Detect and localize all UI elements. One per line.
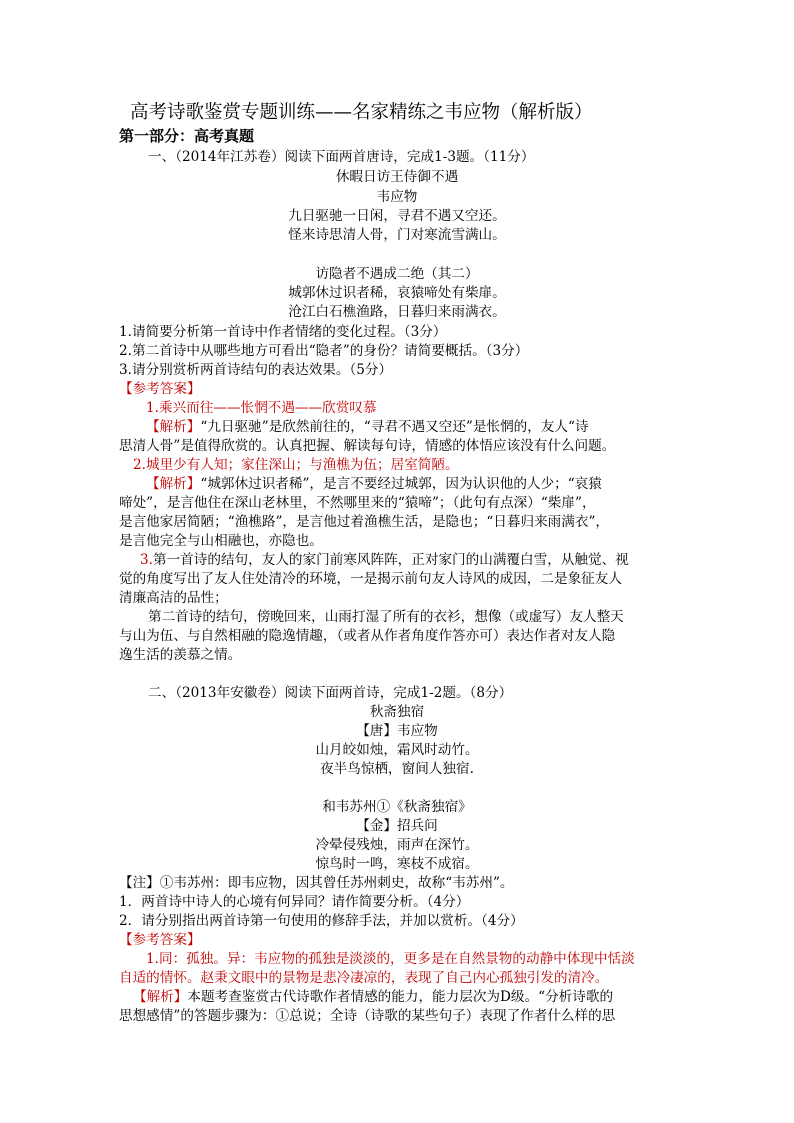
q1-poem1-line1: 九日驱驰一日闲，寻君不遇又空还。 bbox=[288, 208, 506, 224]
analysis-tag: 【解析】 bbox=[146, 419, 201, 435]
q1-intro: 一、（2014年江苏卷）阅读下面两首唐诗，完成1-3题。（11分） bbox=[148, 149, 535, 165]
q2-poem2-author: 【金】招兵问 bbox=[356, 818, 438, 834]
q1-explanation1-line1 bbox=[146, 418, 589, 436]
q2-explanation1-line2: 思想感情”的答题步骤为：①总说；全诗（诗歌的某些句子）表现了作者什么样的思 bbox=[119, 1008, 616, 1024]
explanation-text: 本题考查鉴赏古代诗歌作者情感的能力，能力层次为D级。“分析诗歌的 bbox=[187, 989, 614, 1005]
q1-explanation2-line4: 是言他完全与山相融也，亦隐也。 bbox=[119, 533, 323, 549]
q2-poem1-line1: 山月皎如烛，霜风时动竹。 bbox=[315, 742, 479, 758]
q1-answer3-line5: 与山为伍、与自然相融的隐逸情趣，（或者从作者角度作答亦可）表达作者对友人隐 bbox=[119, 628, 616, 644]
q2-note: 【注】①韦苏州：即韦应物，因其曾任苏州刺史，故称“韦苏州”。 bbox=[119, 875, 514, 891]
q1-explanation1-line2: 思清人骨”是值得欣赏的。认真把握、解读每句诗，情感的体悟应该没有什么问题。 bbox=[119, 438, 616, 454]
q1-question3: 3.请分别赏析两首诗结句的表达效果。（5分） bbox=[119, 362, 393, 378]
q1-answer3-line6: 逸生活的羡慕之情。 bbox=[119, 647, 242, 663]
q1-answer3-line1 bbox=[140, 551, 629, 569]
answer-text: 第一首诗的结句，友人的家门前寒风阵阵，正对家门的山满覆白雪，从触觉、视 bbox=[152, 552, 629, 568]
analysis-tag: 【解析】 bbox=[146, 476, 201, 492]
q1-poem2-title: 访隐者不遇成二绝（其二） bbox=[315, 266, 479, 282]
q2-poem1-author: 【唐】韦应物 bbox=[356, 723, 438, 739]
answer-number: 3. bbox=[140, 552, 153, 568]
q1-answer3-line2: 觉的角度写出了友人住处清冷的环境，一是揭示前句友人诗风的成因，二是象征友人 bbox=[119, 571, 622, 587]
explanation-text: “九日驱驰”是欣然前往的，“寻君不遇又空还”是怅惘的，友人“诗 bbox=[200, 419, 589, 435]
q1-answer3-line3: 清廉高洁的品性； bbox=[119, 590, 228, 606]
q1-question1: 1.请简要分析第一首诗中作者情绪的变化过程。（3分） bbox=[119, 324, 447, 340]
q2-explanation1-line1 bbox=[133, 988, 613, 1006]
document-title: 高考诗歌鉴赏专题训练——名家精练之韦应物（解析版） bbox=[130, 102, 593, 123]
q1-poem1-line2: 怪来诗思清人骨，门对寒流雪满山。 bbox=[288, 227, 506, 243]
q1-explanation2-line2: 啼处”，是言他住在深山老林里，不然哪里来的“猿啼”；（此句有点深）“柴扉”， bbox=[119, 495, 596, 511]
q2-answer1-line2: 自适的情怀。赵秉文眼中的景物是悲冷凄凉的，表现了自己内心孤独引发的清冷。 bbox=[119, 970, 609, 986]
q2-question2: 2．请分别指出两首诗第一句使用的修辞手法，并加以赏析。（4分） bbox=[119, 913, 524, 929]
q2-answer1-line1: 1.同：孤独。异：韦应物的孤独是淡淡的，更多是在自然景物的动静中体现中恬淡 bbox=[146, 951, 635, 967]
q2-intro: 二、（2013年安徽卷）阅读下面两首诗，完成1-2题。（8分） bbox=[148, 685, 513, 701]
q1-poem1-author: 韦应物 bbox=[376, 189, 418, 205]
q2-poem1-title: 秋斋独宿 bbox=[369, 704, 425, 720]
q1-poem1-title: 休暇日访王侍御不遇 bbox=[335, 169, 459, 185]
q1-poem2-line1: 城郭休过识者稀，哀猿啼处有柴扉。 bbox=[288, 285, 506, 301]
q2-poem2-line2: 惊鸟时一鸣，寒枝不成宿。 bbox=[315, 856, 479, 872]
q1-explanation2-line1 bbox=[146, 475, 602, 493]
q1-answer2: 2.城里少有人知；家住深山；与渔樵为伍；居室简陋。 bbox=[133, 457, 459, 473]
q1-answer1: 1.乘兴而往——怅惘不遇——欣赏叹慕 bbox=[146, 400, 377, 416]
part1-heading: 第一部分：高考真题 bbox=[119, 127, 255, 145]
q1-answer3-line4: 第二首诗的结句，傍晚回来，山雨打湿了所有的衣衫，想像（或虚写）友人整天 bbox=[148, 609, 624, 625]
q2-poem2-title: 和韦苏州①《秋斋独宿》 bbox=[322, 799, 472, 815]
analysis-tag: 【解析】 bbox=[133, 989, 188, 1005]
q1-explanation2-line3: 是言他家居简陋；“渔樵路”，是言他过着渔樵生活，是隐也；“日暮归来雨满衣”， bbox=[119, 514, 609, 530]
q1-question2: 2.第二首诗中从哪些地方可看出“隐者”的身份？请简要概括。（3分） bbox=[119, 343, 529, 359]
q1-poem2-line2: 沧江白石樵渔路，日暮归来雨满衣。 bbox=[288, 304, 506, 320]
q1-answer-label: 【参考答案】 bbox=[119, 381, 201, 397]
q2-answer-label: 【参考答案】 bbox=[119, 932, 201, 948]
explanation-text: “城郭休过识者稀”，是言不要经过城郭，因为认识他的人少；“哀猿 bbox=[200, 476, 602, 492]
q2-poem2-line1: 冷晕侵残烛，雨声在深竹。 bbox=[315, 837, 479, 853]
q2-question1: 1．两首诗中诗人的心境有何异同？请作简要分析。（4分） bbox=[119, 894, 470, 910]
q2-poem1-line2: 夜半鸟惊栖，窗间人独宿. bbox=[320, 761, 474, 777]
